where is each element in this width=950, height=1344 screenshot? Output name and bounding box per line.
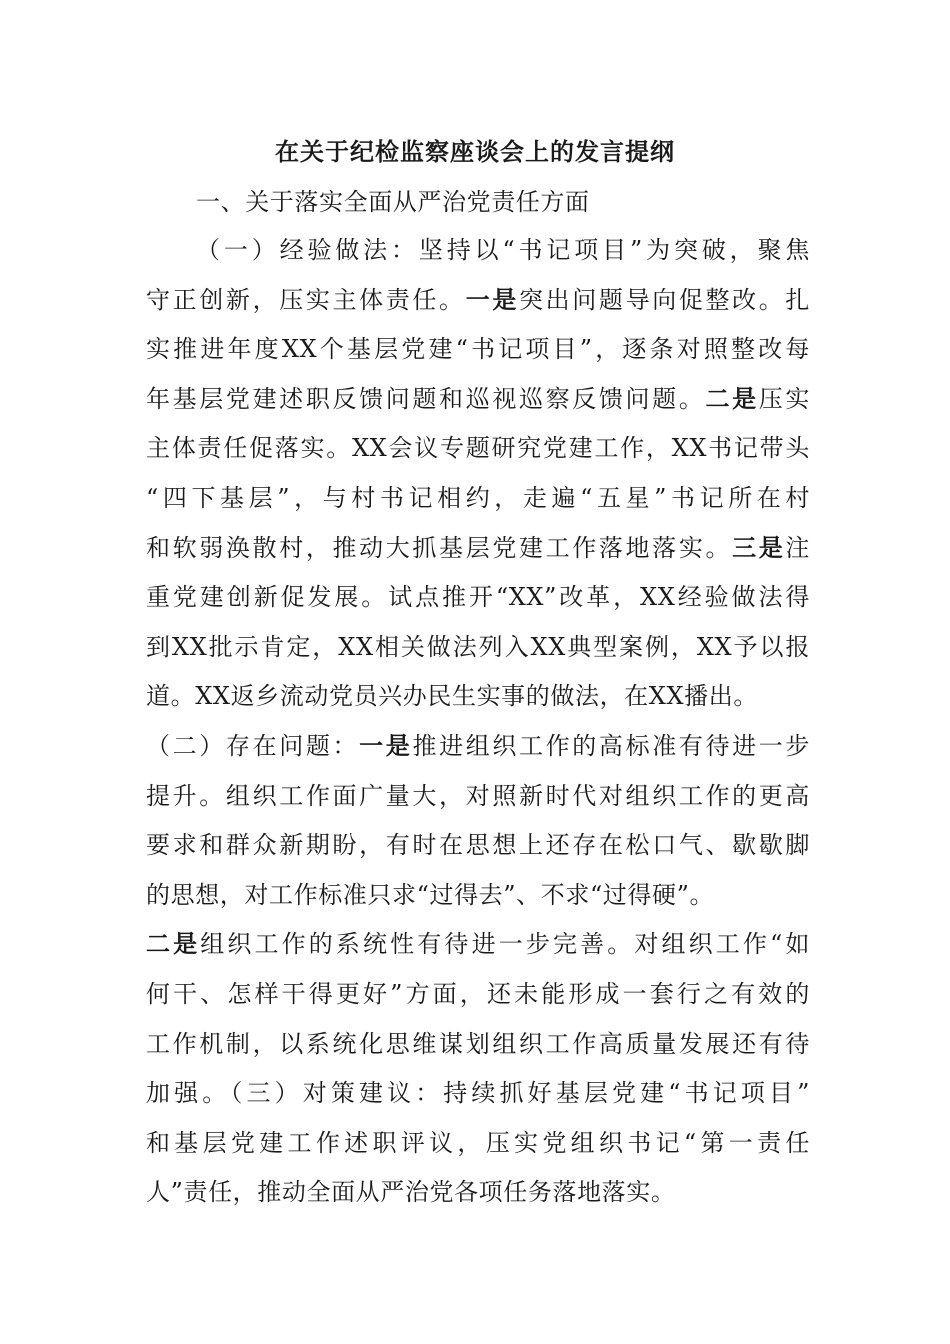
body-line <box>146 528 810 568</box>
text-span: （二）存在问题： <box>146 732 360 760</box>
text-span: 推进组织工作的高标准有待进一步 <box>412 732 811 760</box>
body-line <box>146 776 810 816</box>
body-line <box>146 577 810 617</box>
bold-marker: 三是 <box>732 532 786 562</box>
text-span: 主体责任促落实。XX会议专题研究党建工作，XX书记带头 <box>146 434 810 463</box>
text-span: 何干、怎样干得更好”方面，还未能形成一套行之有效的 <box>146 980 810 1008</box>
bold-marker: 一是 <box>359 731 413 760</box>
text-span: 实推进年度XX个基层党建“书记项目”，逐条对照整改每 <box>146 335 810 364</box>
body-line <box>146 1123 810 1163</box>
body-line <box>146 428 810 468</box>
text-span: 的思想，对工作标准只求“过得去”、不求“过得硬”。 <box>146 880 715 909</box>
body-line <box>146 825 810 865</box>
body-line <box>146 924 810 964</box>
text-span: 提升。组织工作面广量大，对照新时代对组织工作的更高 <box>146 781 810 810</box>
body-line <box>146 875 810 915</box>
text-span: 加强。（三）对策建议：持续抓好基层党建“书记项目” <box>146 1079 810 1108</box>
text-span: 突出问题导向促整改。扎 <box>519 285 811 314</box>
body-line <box>146 726 810 766</box>
text-span: 重党建创新促发展。试点推开“XX”改革，XX经验做法得 <box>146 583 810 612</box>
text-span: （一）经验做法：坚持以“书记项目”为突破，聚焦 <box>196 236 810 264</box>
body-line <box>146 1172 810 1212</box>
text-span: 压实 <box>758 384 811 413</box>
body-line <box>146 676 810 716</box>
body-line <box>146 478 810 518</box>
text-span: 注 <box>785 533 811 562</box>
text-span: 组织工作的系统性有待进一步完善。对组织工作“如 <box>200 930 810 959</box>
text-span: 和软弱涣散村，推动大抓基层党建工作落地落实。 <box>146 533 733 562</box>
document-title: 在关于纪检监察座谈会上的发言提纲 <box>275 137 675 166</box>
section-heading: 一、关于落实全面从严治党责任方面 <box>196 188 590 216</box>
text-span: “四下基层”，与村书记相约，走遍“五星”书记所在村 <box>146 484 810 512</box>
text-span: 到XX批示肯定，XX相关做法列入XX典型案例，XX予以报 <box>146 632 810 661</box>
body-line <box>146 1073 810 1113</box>
text-span: 守正创新，压实主体责任。 <box>146 285 466 314</box>
bold-marker: 二是 <box>705 383 759 413</box>
body-line <box>146 329 810 369</box>
body-line <box>146 1024 810 1064</box>
text-span: 年基层党建述职反馈问题和巡视巡察反馈问题。 <box>146 384 706 413</box>
text-span: 工作机制，以系统化思维谋划组织工作高质量发展还有待 <box>146 1029 810 1058</box>
body-line <box>146 379 810 419</box>
text-span: 和基层党建工作述职评议，压实党组织书记“第一责任 <box>146 1128 810 1157</box>
body-line <box>146 280 810 320</box>
text-span: 要求和群众新期盼，有时在思想上还存在松口气、歇歇脚 <box>146 831 810 860</box>
text-span: 人”责任，推动全面从严治党各项任务落地落实。 <box>146 1178 676 1207</box>
bold-marker: 二是 <box>146 929 201 959</box>
body-line <box>196 230 810 270</box>
body-line <box>146 627 810 667</box>
bold-marker: 一是 <box>465 284 519 314</box>
text-span: 道。XX返乡流动党员兴办民生实事的做法，在XX播出。 <box>146 682 758 711</box>
body-line <box>146 974 810 1014</box>
